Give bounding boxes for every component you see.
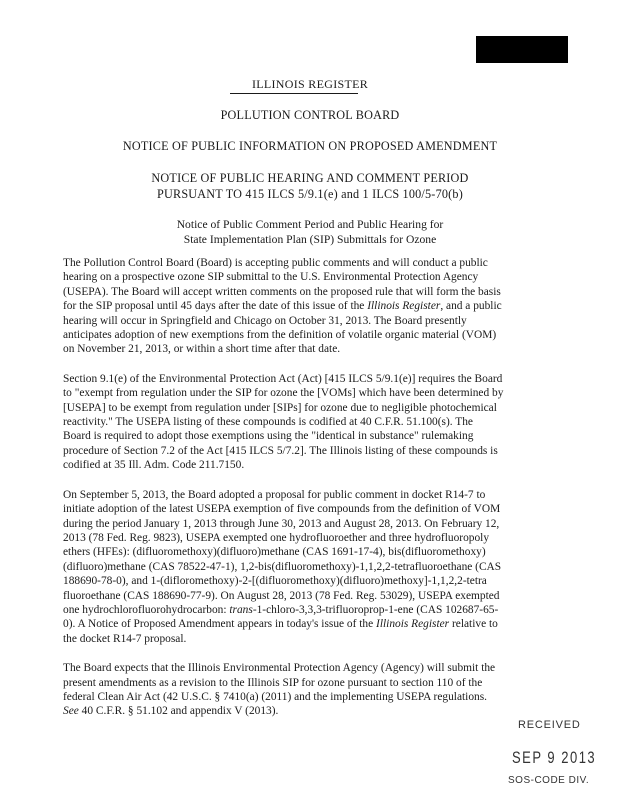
redaction-block (476, 36, 568, 63)
text-line: to "exempt from regulation under the SIP for ozone the [VOMs] which have been determined by (63, 387, 504, 400)
text-line: The Pollution Control Board (Board) is accepting public comments and will conduct a public (63, 257, 488, 269)
text-line: present amendments as a revision to the Illinois SIP for ozone pursuant to section 110 of the (63, 676, 483, 689)
text-line: hearing on a prospective ozone SIP submittal to the U.S. Environmental Protection Agency (63, 271, 479, 284)
text-line: Section 9.1(e) of the Environmental Protection Act (Act) [415 ILCS 5/9.1(e)] requires the Board (63, 372, 503, 385)
register-title: ILLINOIS REGISTER (251, 77, 369, 91)
subtitle-line-2: State Implementation Plan (SIP) Submittals for Ozone (183, 233, 437, 246)
text-line: (difluoro)methane (CAS 78522-47-1), 1,2-bis(difluoromethoxy)-1,1,2,2-tetrafluoroethane (CAS (63, 560, 502, 573)
notice-subtitle (0, 217, 620, 247)
subtitle-line-1: Notice of Public Comment Period and Public Hearing for (176, 218, 444, 231)
text-line: codified at 35 Ill. Adm. Code 211.7150. (63, 459, 245, 472)
text-line: See 40 C.F.R. § 51.102 and appendix V (2013). (63, 705, 279, 718)
text-line: ethers (HFEs): (difluoromethoxy)(difluoro)methane (CAS 1691-17-4), bis(difluoromethoxy) (63, 546, 486, 559)
text-line: during the period January 1, 2013 through June 30, 2013 and August 28, 2013. On February 12, (63, 517, 500, 530)
division-stamp: SOS-CODE DIV. (508, 775, 590, 786)
text-line: on November 21, 2013, or within a short time after that date. (63, 343, 341, 356)
paragraph-comment-period (63, 256, 553, 357)
title-underline (230, 93, 358, 94)
text-line: (USEPA). The Board will accept written comments on the proposed rule that will form the basis (63, 285, 501, 298)
text-line: one hydrochlorofluorohydrocarbon: trans-1-chloro-3,3,3-trifluoroprop-1-ene (CAS 102687-65- (63, 603, 499, 616)
paragraph-section-9-1e (63, 372, 553, 473)
text-line: initiate adoption of the latest USEPA exemption of five compounds from the definition of VOM (63, 503, 501, 516)
text-line: fluoroethane (CAS 188690-77-9). On August 28, 2013 (78 Fed. Reg. 53029), USEPA exempted (63, 589, 500, 602)
text-line: 188690-78-0), and 1-(difloromethoxy)-2-[(difluoromethoxy)(difluoro)methoxy]-1,1,2,2-tetra (63, 575, 487, 588)
text-line: for the SIP proposal until 45 days after the date of this issue of the Illinois Register, and a public (63, 300, 502, 313)
agency-name: POLLUTION CONTROL BOARD (220, 108, 400, 122)
text-line: [USEPA] to be exempt from regulation under [SIPs] for ozone due to negligible photochemical (63, 401, 497, 414)
paragraph-r14-7-proposal (63, 488, 553, 646)
notice-hearing-line-1: NOTICE OF PUBLIC HEARING AND COMMENT PERIOD (151, 171, 469, 185)
text-line: the docket R14-7 proposal. (63, 632, 187, 645)
text-line: On September 5, 2013, the Board adopted a proposal for public comment in docket R14-7 to (63, 488, 486, 501)
text-line: 2013 (78 Fed. Reg. 9823), USEPA exempted one hydrofluoroether and three hydrofluoropoly (63, 531, 490, 544)
notice-hearing-line-2: PURSUANT TO 415 ILCS 5/9.1(e) and 1 ILCS 100/5-70(b) (157, 187, 463, 201)
document-body (63, 256, 553, 734)
text-line: federal Clean Air Act (42 U.S.C. § 7410(a) (2011) and the implementing USEPA regulations. (63, 690, 488, 703)
notice-public-information: NOTICE OF PUBLIC INFORMATION ON PROPOSED AMENDMENT (122, 139, 498, 153)
text-line: reactivity." The USEPA listing of these compounds is codified at 40 C.F.R. 51.100(s). The (63, 416, 473, 429)
notice-public-hearing (0, 170, 620, 202)
text-line: The Board expects that the Illinois Environmental Protection Agency (Agency) will submit the (63, 662, 496, 675)
text-line: anticipates adoption of new exemptions from the definition of volatile organic material (VOM) (63, 329, 497, 342)
text-line: 0). A Notice of Proposed Amendment appears in today's issue of the Illinois Register relative to (63, 618, 498, 631)
text-line: hearing will occur in Springfield and Chicago on October 31, 2013. The Board presently (63, 314, 467, 327)
paragraph-sip-submittal (63, 661, 553, 719)
text-line: procedure of Section 7.2 of the Act [415 ILCS 5/7.2]. The Illinois listing of these compounds is (63, 444, 498, 457)
text-line: Board is required to adopt those exemptions using the "identical in substance" rulemaking (63, 430, 474, 443)
received-stamp: RECEIVED (518, 719, 581, 731)
received-date-stamp: SEP 9 2013 (512, 748, 597, 767)
